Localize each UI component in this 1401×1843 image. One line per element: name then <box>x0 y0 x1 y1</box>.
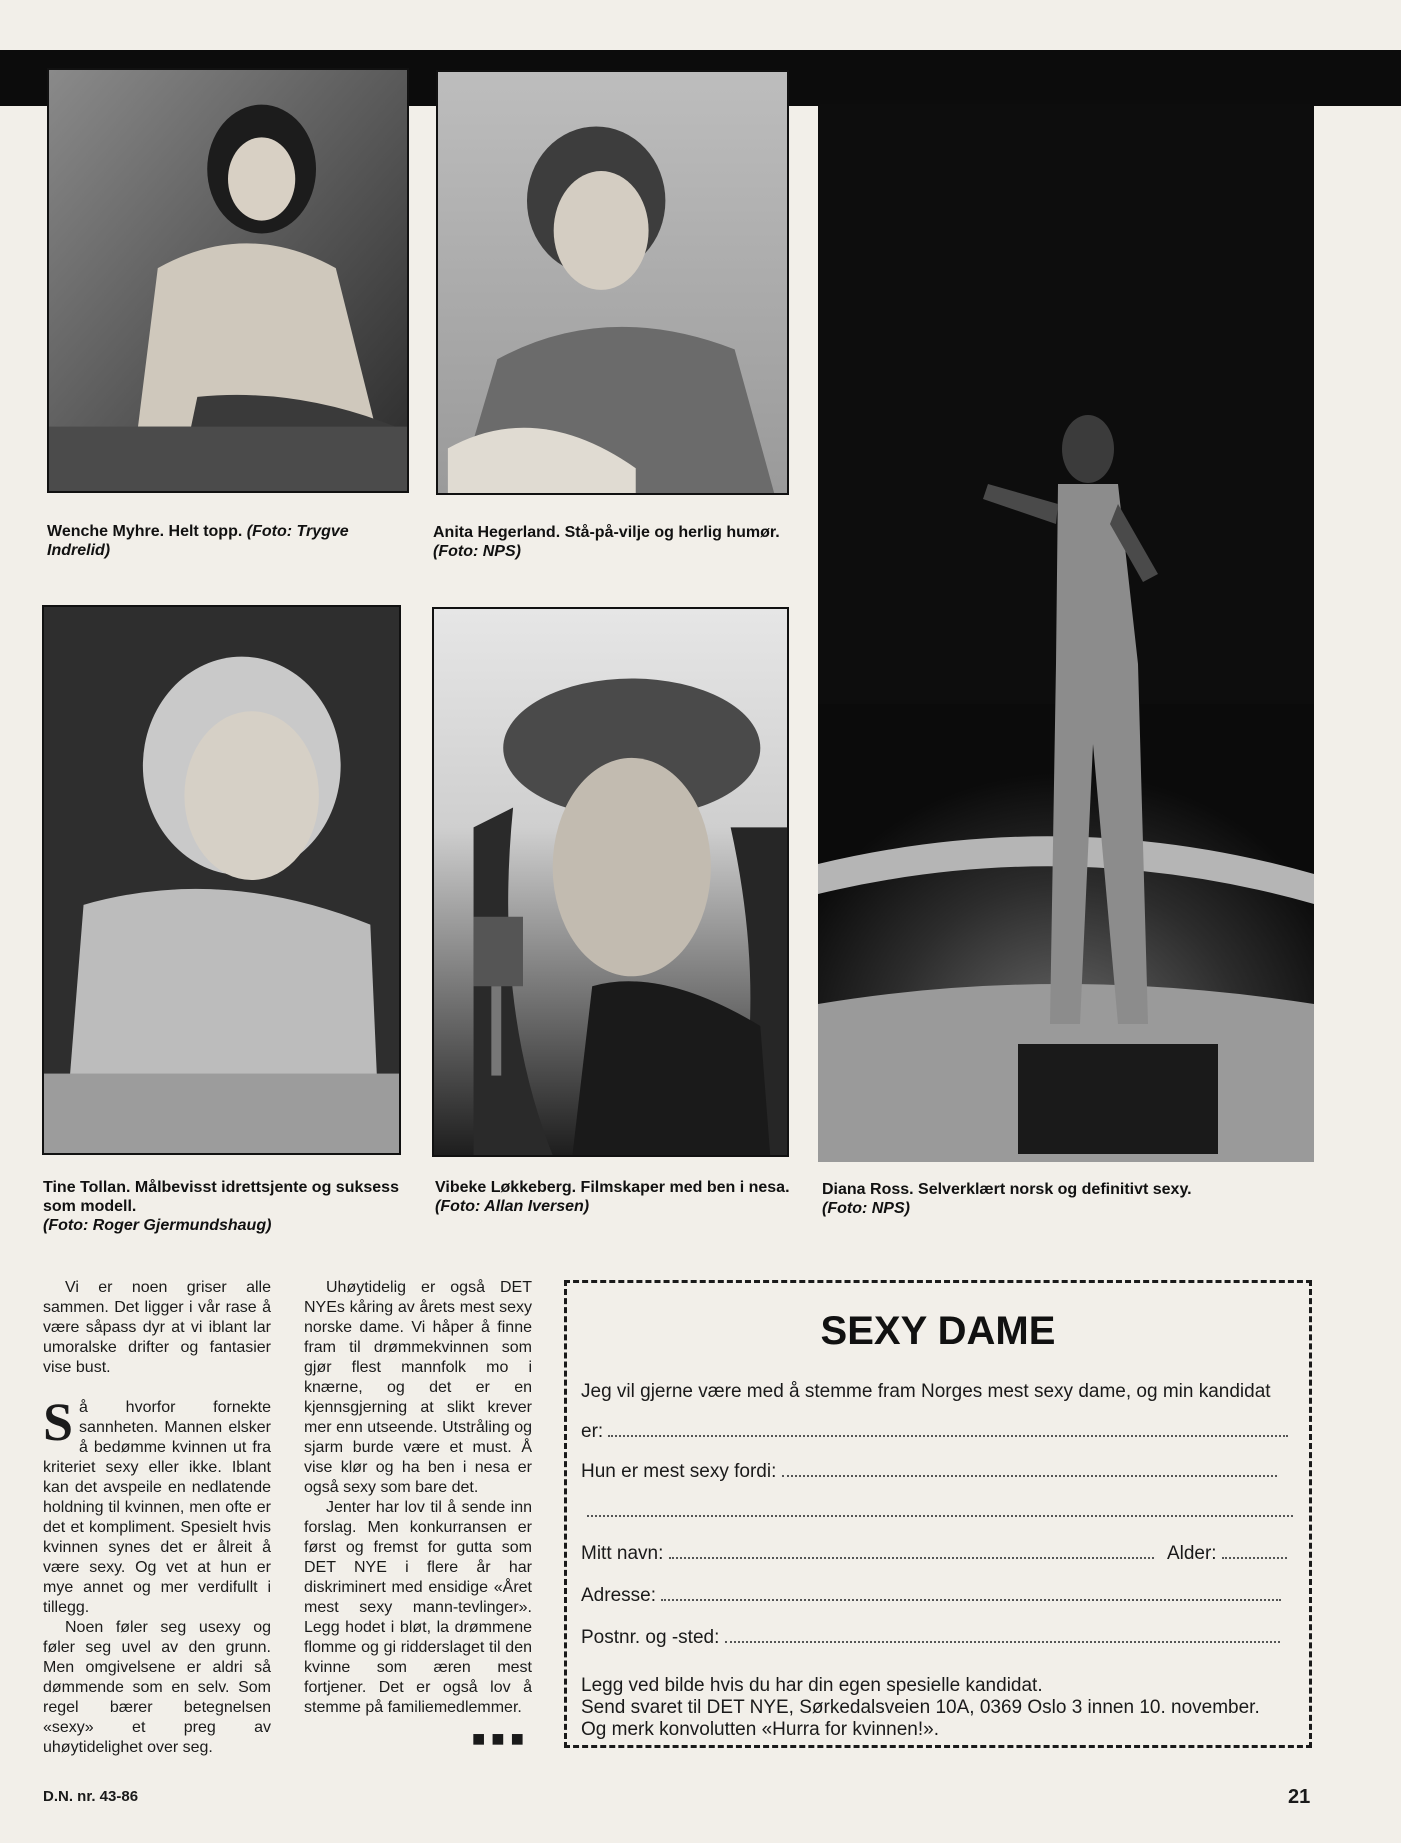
coupon-title: SEXY DAME <box>820 1309 1056 1353</box>
caption-credit: (Foto: Roger Gjermundshaug) <box>43 1217 272 1234</box>
article-paragraph: Uhøytidelig er også DET NYEs kåring av årets mest sexy norske dame. Vi håper å finne fram til drømmekvinnen som gjør flest mannfolk mo i knærne, og det er en kjennsgjerning at slikt krever mer enn utseende. Utstråling og sjarm burde være et must. Å vise klør og ha ben i nesa er også sexy som bare det. <box>304 1279 532 1496</box>
caption-credit: (Foto: Trygve Indrelid) <box>47 523 349 559</box>
age-label: Alder: <box>1166 1543 1217 1564</box>
caption-diana-ross <box>822 1180 1302 1218</box>
article-end-mark: ■■■ <box>472 1726 530 1751</box>
photo-vibeke-lokkeberg <box>432 607 789 1157</box>
photo-wenche-myhre <box>47 68 409 493</box>
address-field[interactable] <box>581 1585 1295 1607</box>
drop-cap: S <box>43 1392 74 1452</box>
name-dotted-line[interactable] <box>669 1557 1154 1559</box>
caption-main: Tine Tollan. Målbevisst idrettsjente og suksess som modell. <box>43 1179 399 1215</box>
candidate-label: er: <box>581 1421 604 1442</box>
postal-field[interactable] <box>581 1627 1295 1649</box>
caption-credit: (Foto: NPS) <box>433 543 521 560</box>
candidate-field[interactable] <box>581 1421 1295 1443</box>
issue-label: D.N. nr. 43-86 <box>43 1788 139 1805</box>
name-label: Mitt navn: <box>581 1543 664 1564</box>
reason-continued-dotted-line[interactable] <box>587 1515 1295 1517</box>
page-number: 21 <box>1288 1786 1311 1808</box>
address-dotted-line[interactable] <box>661 1599 1281 1601</box>
reason-label: Hun er mest sexy fordi: <box>581 1461 777 1482</box>
caption-vibeke-lokkeberg <box>435 1178 795 1216</box>
caption-credit: (Foto: NPS) <box>822 1200 910 1217</box>
article-paragraph-dropcap <box>43 1392 271 1618</box>
article-paragraph: Jenter har lov til å sende inn forslag. Men konkurransen er først og fremst for gutta som DET NYE i flere år har diskriminert med ensidige «Året mest sexy mann-tevlinger». Legg hodet i bløt, la drømmene flomme og gi ridderslaget til den kvinne som æren mest fortjener. Det er også lov å stemme på familiemedlemmer. <box>304 1499 532 1716</box>
candidate-dotted-line[interactable] <box>608 1435 1288 1437</box>
photo-tine-tollan <box>42 605 401 1155</box>
caption-credit: (Foto: Allan Iversen) <box>435 1198 590 1215</box>
photo-diana-ross <box>818 104 1314 1162</box>
article-paragraph: Noen føler seg usexy og føler seg uvel av den grunn. Men omgivelsene er aldri så dømmende som en selv. Som regel bærer betegnelsen «sexy» et preg av uhøytidelighet over seg. <box>43 1619 271 1756</box>
coupon-note: Send svaret til DET NYE, Sørkedalsveien 10A, 0369 Oslo 3 innen 10. november. <box>581 1697 1260 1718</box>
caption-main: Anita Hegerland. Stå-på-vilje og herlig humør. <box>433 524 780 541</box>
article-column-2 <box>304 1278 532 1718</box>
age-dotted-line[interactable] <box>1222 1557 1287 1559</box>
postal-dotted-line[interactable] <box>725 1641 1280 1643</box>
article-paragraph-text: å hvorfor fornekte sannheten. Mannen elsker å bedømme kvinnen ut fra kriteriet sexy eller ikke. Iblant kan det avspeile en nedlatende holdning til kvinnen, men ofte er det et kompliment. Spesielt hvis kvinnen synes det er ålreit å være sexy. Og vet at hun er mye annet og mer verdifullt i tillegg. <box>43 1399 271 1616</box>
reason-continued-field[interactable] <box>581 1501 1295 1523</box>
coupon-intro: Jeg vil gjerne være med å stemme fram Norges mest sexy dame, og min kandidat <box>581 1381 1271 1402</box>
reason-field[interactable] <box>581 1461 1295 1483</box>
caption-anita-hegerland <box>433 523 793 561</box>
caption-main: Diana Ross. Selverklært norsk og definitivt sexy. <box>822 1181 1192 1198</box>
voting-coupon <box>564 1280 1312 1748</box>
coupon-note: Legg ved bilde hvis du har din egen spesielle kandidat. <box>581 1675 1043 1696</box>
caption-main: Vibeke Løkkeberg. Filmskaper med ben i nesa. <box>435 1179 790 1196</box>
reason-dotted-line[interactable] <box>782 1475 1277 1477</box>
name-age-field[interactable] <box>581 1543 1295 1565</box>
caption-wenche-myhre <box>47 522 409 560</box>
caption-tine-tollan <box>43 1178 403 1235</box>
photo-anita-hegerland <box>436 70 789 495</box>
postal-label: Postnr. og -sted: <box>581 1627 720 1648</box>
article-paragraph: Vi er noen griser alle sammen. Det ligger i vår rase å være såpass dyr at vi iblant lar umoralske drifter og fantasier vise bust. <box>43 1279 271 1376</box>
article-column-1 <box>43 1278 271 1758</box>
coupon-note: Og merk konvolutten «Hurra for kvinnen!». <box>581 1719 940 1740</box>
address-label: Adresse: <box>581 1585 656 1606</box>
caption-main: Wenche Myhre. Helt topp. <box>47 523 247 540</box>
